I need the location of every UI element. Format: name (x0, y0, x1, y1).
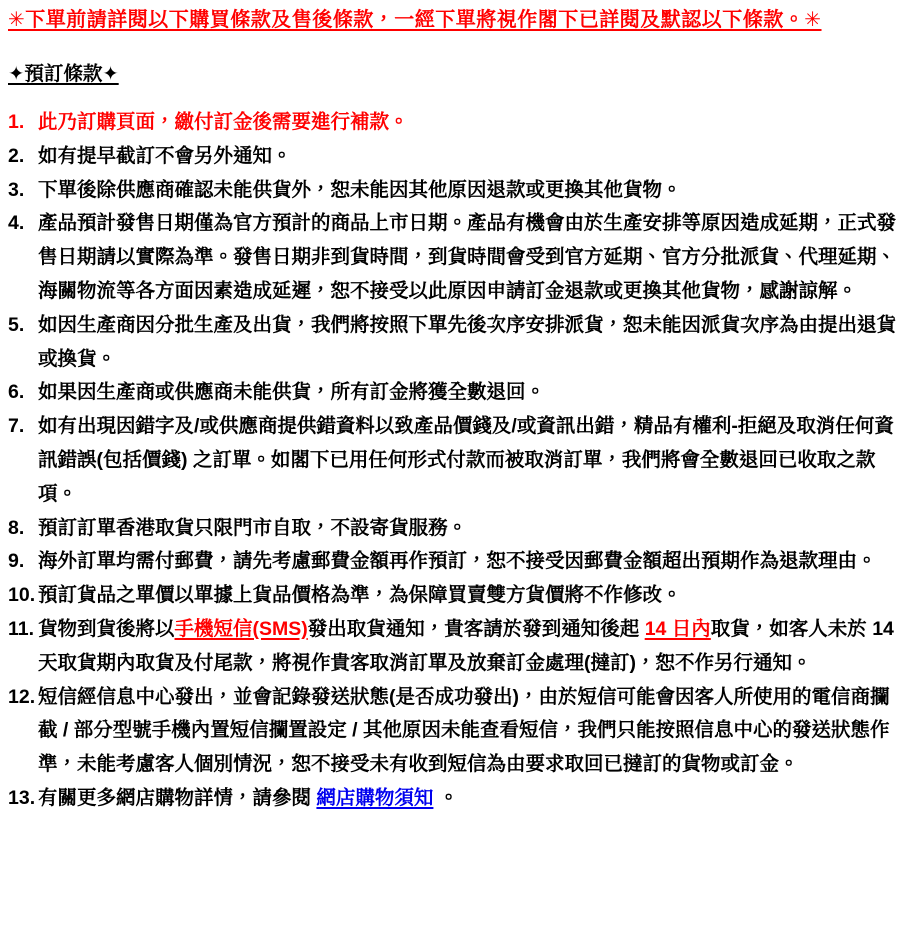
term-number: 11. (8, 617, 35, 640)
term-item (8, 545, 905, 579)
term-segment: 如因生產商因分批生產及出貨，我們將按照下單先後次序安排派貨，恕未能因派貨次序為由提出退貨或換貨。 (38, 313, 897, 370)
term-number: 8. (8, 516, 25, 539)
highlighted-term-text: 14 日內 (644, 617, 711, 640)
term-segment: 預訂貨品之單價以單據上貨品價格為準，為保障買賣雙方貨價將不作修改。 (38, 584, 682, 607)
term-number: 4. (8, 212, 25, 235)
term-item (8, 410, 905, 511)
term-text (38, 174, 905, 208)
term-item (8, 207, 905, 308)
term-segment: 。 (433, 786, 459, 809)
term-segment: 如有提早截訂不會另外通知。 (38, 144, 292, 167)
term-item (8, 106, 905, 140)
term-item (8, 681, 905, 782)
term-number: 2. (8, 144, 25, 167)
term-text (38, 410, 905, 511)
term-segment: 發出取貨通知，貴客請於發到通知後起 (307, 617, 645, 640)
term-number: 10. (8, 584, 36, 607)
term-text (38, 140, 905, 174)
term-number: 1. (8, 111, 25, 133)
term-number: 3. (8, 178, 25, 201)
term-segment: 預訂訂單香港取貨只限門市自取，不設寄貨服務。 (38, 516, 468, 539)
term-item (8, 579, 905, 613)
term-text (38, 579, 905, 613)
term-segment: 此乃訂購頁面，繳付訂金後需要進行補款。 (38, 111, 409, 133)
term-text (38, 545, 905, 579)
term-number: 9. (8, 550, 25, 573)
term-item (8, 512, 905, 546)
term-text (38, 207, 905, 308)
term-item (8, 376, 905, 410)
term-number: 13. (8, 786, 36, 809)
term-text (38, 681, 905, 782)
term-item (8, 174, 905, 208)
term-segment: 短信經信息中心發出，並會記錄發送狀態(是否成功發出)，由於短信可能會因客人所使用的電信商攔截 / 部分型號手機內置短信攔置設定 / 其他原因未能查看短信，我們只能按照信息中心的發送狀態作準，未能考慮客人個別情況，恕不接受未有收到短信為由要求取回已撻訂的貨物或訂金。 (38, 685, 890, 776)
term-segment: 海外訂單均需付郵費，請先考慮郵費金額再作預訂，恕不接受因郵費金額超出預期作為退款理由。 (38, 550, 877, 573)
term-number: 6. (8, 381, 25, 404)
term-segment: 如果因生產商或供應商未能供貨，所有訂金將獲全數退回。 (38, 381, 546, 404)
term-number: 7. (8, 415, 25, 438)
highlighted-term-text: 手機短信(SMS) (174, 617, 308, 640)
purchase-notice-banner: ✳下單前請詳閱以下購買條款及售後條款，一經下單將視作閣下已詳閱及默認以下條款。✳ (8, 9, 822, 31)
term-number: 12. (8, 685, 36, 708)
term-segment: 貨物到貨後將以 (38, 617, 175, 640)
shop-notice-link[interactable]: 網店購物須知 (316, 786, 434, 809)
term-text (38, 613, 905, 681)
term-text (38, 376, 905, 410)
term-segment: 產品預計發售日期僅為官方預計的商品上市日期。產品有機會由於生產安排等原因造成延期，正式發售日期請以實際為準。發售日期非到貨時間，到貨時間會受到官方延期、官方分批派貨、代理延期、海關物流等各方面因素造成延遲，恕不接受以此原因申請訂金退款或更換其他貨物，感謝諒解。 (38, 212, 897, 302)
term-text (38, 106, 905, 140)
terms-list (8, 106, 905, 816)
term-text (38, 309, 905, 377)
term-item (8, 140, 905, 174)
term-segment: 下單後除供應商確認未能供貨外，恕未能因其他原因退款或更換其他貨物。 (38, 178, 682, 201)
term-item (8, 782, 905, 816)
term-number: 5. (8, 313, 25, 336)
term-segment: 有關更多網店購物詳情，請參閱 (38, 786, 317, 809)
term-segment: 如有出現因錯字及/或供應商提供錯資料以致產品價錢及/或資訊出錯，精品有權利-拒絕及取消任何資訊錯誤(包括價錢) 之訂單。如閣下已用任何形式付款而被取消訂單，我們將會全數退回已收取之款項。 (38, 415, 894, 505)
term-text (38, 512, 905, 546)
term-text (38, 782, 905, 816)
term-item (8, 309, 905, 377)
term-segment: 取貨，如客人未於 14 天取貨期內取貨及付尾款，將視作貴客取消訂單及放棄訂金處理(撻訂)，恕不作另行通知。 (38, 617, 894, 674)
preorder-terms-heading: ✦預訂條款✦ (8, 63, 119, 85)
term-item (8, 613, 905, 681)
